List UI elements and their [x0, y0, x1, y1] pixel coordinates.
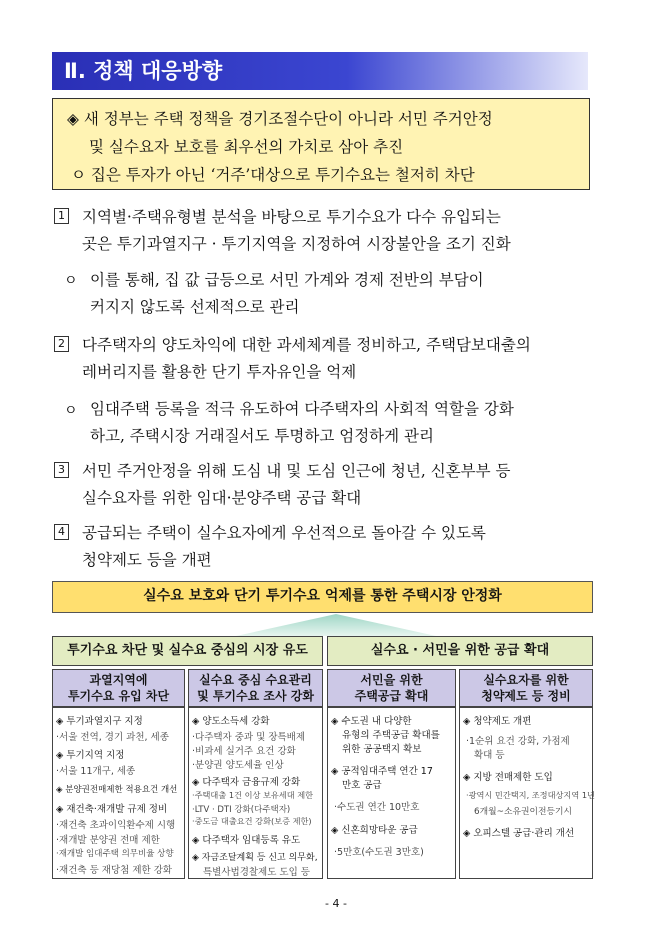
section-title: Ⅱ. 정책 대응방향: [52, 52, 588, 90]
column-line: ·분양권 양도세율 인상: [192, 760, 284, 771]
column-head-line-1: 서민을 위한: [360, 673, 423, 687]
item-3-line-2: 실수요자를 위한 임대·분양주택 공급 확대: [82, 489, 362, 507]
item-2-line-2: 레버리지를 활용한 단기 투자유인을 억제: [82, 363, 357, 381]
column-line: 특별사법경찰제도 도입 등: [203, 867, 310, 878]
item-4-line-1: 공급되는 주택이 실수요자에게 우선적으로 돌아갈 수 있도록: [82, 524, 486, 542]
column-line: ·수도권 연간 10만호: [334, 802, 420, 813]
column-line: 위한 공공택지 확보: [342, 744, 422, 755]
column-body: [459, 707, 593, 879]
column-line: ·중도금 대출요건 강화(보증 제한): [192, 816, 312, 826]
item-4-line-2: 청약제도 등을 개편: [82, 551, 212, 569]
column-line: 확대 등: [474, 750, 505, 761]
column-line: ◈ 양도소득세 강화: [192, 716, 270, 727]
column-head-line-2: 및 투기수요 조사 강화: [197, 689, 314, 703]
item-3-line-1: 서민 주거안정을 위해 도심 내 및 도심 인근에 청년, 신혼부부 등: [82, 462, 511, 480]
intro-line-1: ◈ 새 정부는 주택 정책을 경기조절수단이 아니라 서민 주거안정: [67, 110, 493, 128]
sub-bullet-icon: ㅇ: [64, 273, 78, 289]
item-1-line-2: 곳은 투기과열지구 · 투기지역을 지정하여 시장불안을 조기 진화: [82, 235, 511, 253]
column-line: ◈ 투기과열지구 지정: [56, 716, 143, 727]
sub-1-line-2: 커지지 않도록 선제적으로 관리: [90, 298, 300, 316]
column-line: ·서울 11개구, 세종: [56, 766, 136, 777]
column-head: [459, 669, 593, 707]
column-line: ◈ 수도권 내 다양한: [331, 716, 412, 727]
column-line: ·광역시 민간택지, 조정대상지역 1년: [466, 790, 595, 800]
column-line: ◈ 신혼희망타운 공급: [331, 825, 418, 836]
intro-line-2: 및 실수요자 보호를 최우선의 가치로 삼아 추진: [89, 138, 404, 156]
category-demand-control: 투기수요 차단 및 실수요 중심의 시장 유도: [52, 636, 323, 666]
item-number-box: 2: [54, 336, 69, 352]
column-line: ◈ 공적임대주택 연간 17: [331, 766, 433, 777]
summary-banner: 실수요 보호와 단기 투기수요 억제를 통한 주택시장 안정화: [52, 581, 593, 613]
column-line: ·다주택자 중과 및 장특배제: [192, 732, 306, 743]
page-number: - 4 -: [325, 897, 347, 910]
column-head-line-1: 과열지역에: [89, 673, 148, 687]
column-line: ◈ 자금조달계획 등 신고 의무화,: [192, 853, 318, 863]
up-arrow-icon: [236, 614, 436, 636]
column-line: ·재개발 임대주택 의무비율 상향: [56, 849, 174, 859]
column-head-line-2: 투기수요 유입 차단: [67, 689, 170, 703]
sub-bullet-icon: ㅇ: [64, 403, 78, 419]
column-line: ·5만호(수도권 3만호): [334, 847, 424, 858]
column-head: [52, 669, 185, 707]
column-head-line-1: 실수요 중심 수요관리: [199, 673, 312, 687]
item-number-box: 4: [54, 524, 69, 540]
column-line: ◈ 다주택자 임대등록 유도: [192, 835, 301, 846]
column-line: ·1순위 요건 강화, 가점제: [466, 736, 570, 747]
column-line: ·서울 전역, 경기 과천, 세종: [56, 732, 169, 743]
column-line: ◈ 투기지역 지정: [56, 750, 125, 761]
column-body: [52, 707, 185, 879]
category-supply-expansion: 실수요 · 서민을 위한 공급 확대: [327, 636, 593, 666]
column-line: ◈ 청약제도 개편: [463, 716, 532, 727]
column-line: ·재건축 등 재당첨 제한 강화: [56, 865, 173, 876]
column-line: ·재건축 초과이익환수제 시행: [56, 820, 176, 831]
column-line: 유형의 주택공급 확대를: [342, 730, 440, 741]
column-line: ·비과세 실거주 요건 강화: [192, 746, 296, 757]
column-line: ◈ 오피스텔 공급·관리 개선: [463, 828, 575, 839]
column-head-line-1: 실수요자를 위한: [483, 673, 569, 687]
item-1-line-1: 지역별·주택유형별 분석을 바탕으로 투기수요가 다수 유입되는: [82, 208, 501, 226]
column-body: [327, 707, 456, 879]
item-number-box: 1: [54, 208, 69, 224]
intro-line-3: ㅇ 집은 투자가 아닌 ‘거주’대상으로 투기수요는 철저히 차단: [71, 166, 475, 184]
column-head: [327, 669, 456, 707]
column-line: ◈ 다주택자 금융규제 강화: [192, 777, 301, 788]
sub-1-line-1: 이를 통해, 집 값 급등으로 서민 가계와 경제 전반의 부담이: [90, 271, 484, 289]
column-line: 6개월~소유권이전등기시: [474, 807, 572, 817]
intro-box: [52, 98, 590, 190]
column-line: ◈ 재건축·재개발 규제 정비: [56, 804, 168, 815]
column-line: ·주택대출 1건 이상 보유세대 제한: [192, 790, 314, 800]
column-line: ·재개발 분양권 전매 제한: [56, 835, 160, 846]
sub-2-line-1: 임대주택 등록을 적극 유도하여 다주택자의 사회적 역할을 강화: [90, 400, 514, 418]
column-line: ·LTV · DTI 강화(다주택자): [192, 805, 291, 815]
column-head-line-2: 청약제도 등 정비: [481, 689, 571, 703]
item-2-line-1: 다주택자의 양도차익에 대한 과세체계를 정비하고, 주택담보대출의: [82, 336, 531, 354]
sub-2-line-2: 하고, 주택시장 거래질서도 투명하고 엄정하게 관리: [90, 427, 434, 445]
item-number-box: 3: [54, 462, 69, 478]
column-line: ◈ 분양권전매제한 적용요건 개선: [56, 785, 178, 795]
column-head: [188, 669, 323, 707]
column-line: 만호 공급: [342, 780, 382, 791]
column-line: ◈ 지방 전매제한 도입: [463, 772, 553, 783]
column-body: [188, 707, 323, 879]
column-head-line-2: 주택공급 확대: [354, 689, 429, 703]
